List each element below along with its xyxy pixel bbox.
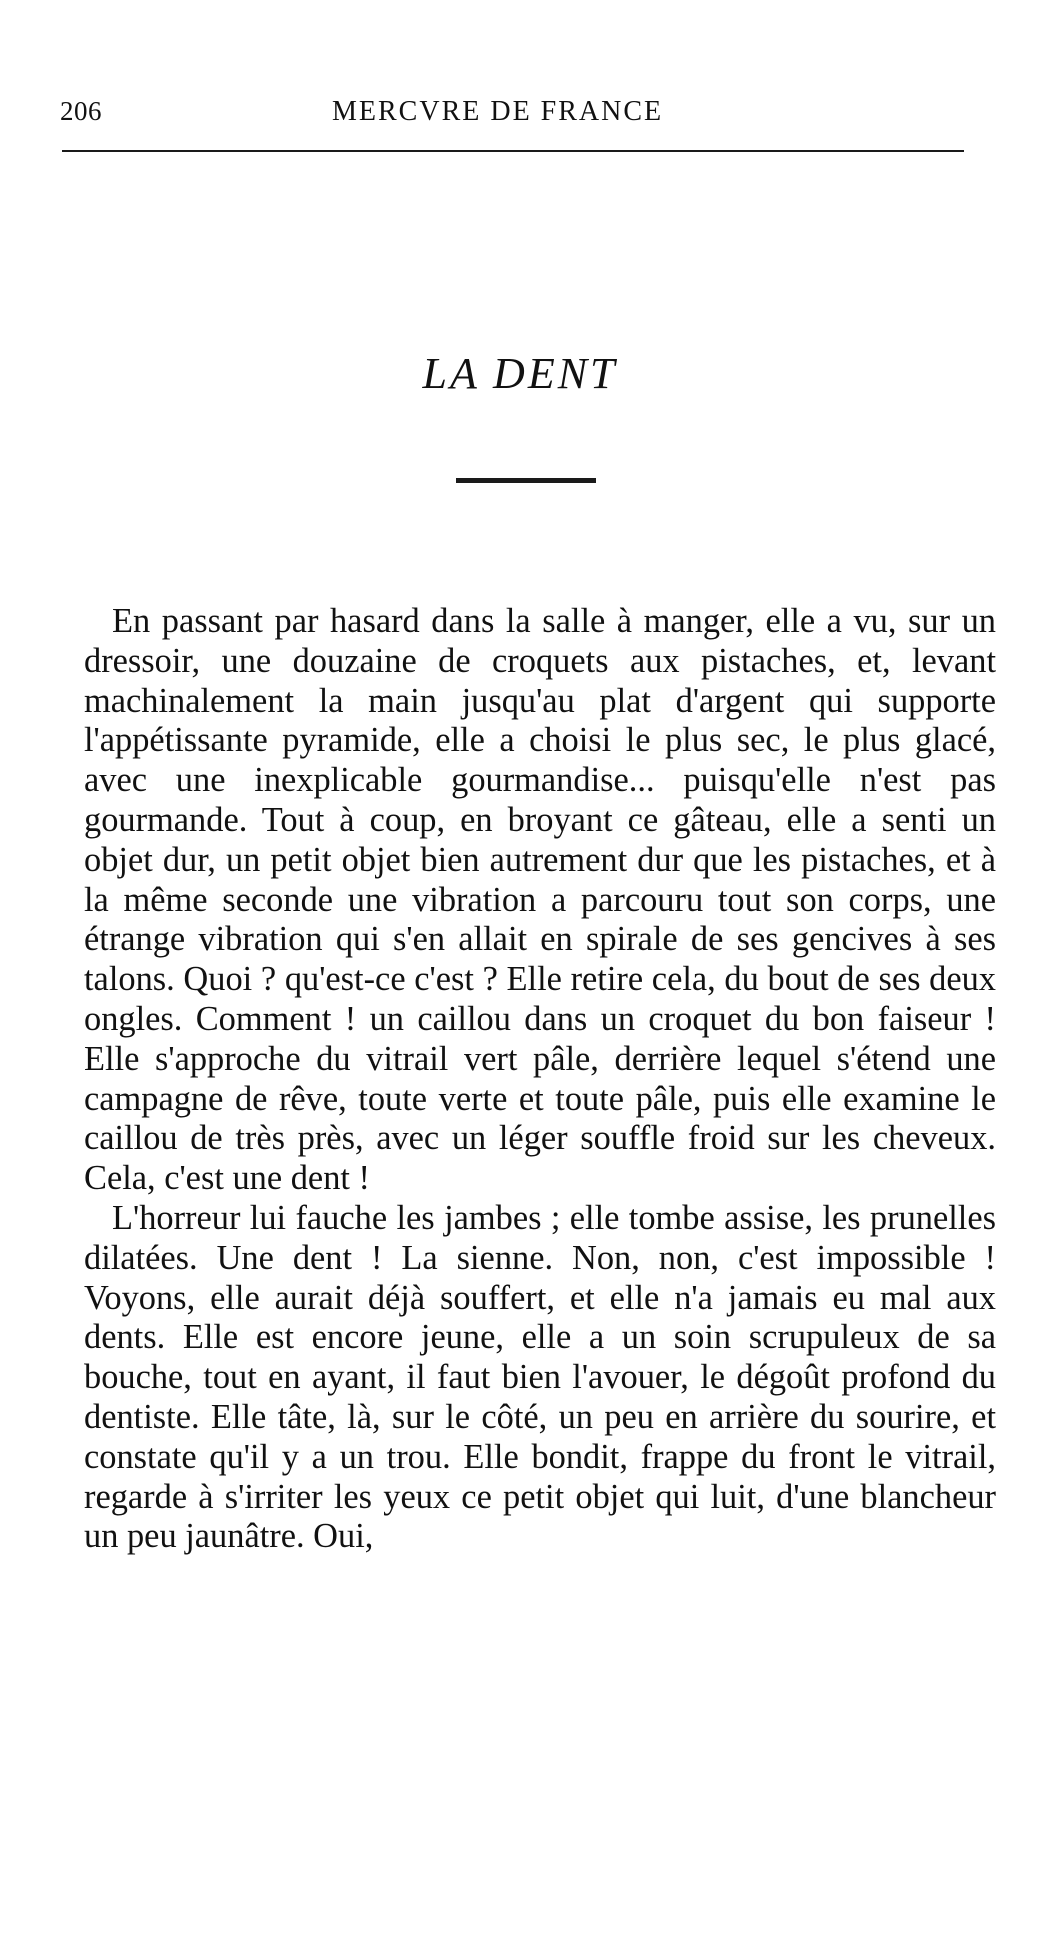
title-ornament-rule xyxy=(456,478,596,483)
article-body xyxy=(84,602,996,1557)
header-rule xyxy=(62,150,964,152)
article-title: LA DENT xyxy=(422,349,618,398)
paragraph-1: En passant par hasard dans la salle à manger, elle a vu, sur un dressoir, une douzaine de croquets aux pistaches, et, levant machinalement la main jusqu'au plat d'argent qui supporte l'appétissante pyramide, elle a choisi le plus sec, le plus glacé, avec une inexplicable gourmandise... puisqu'elle n'est pas gourmande. Tout à coup, en broyant ce gâteau, elle a senti un objet dur, un petit objet bien autrement dur que les pistaches, et à la même seconde une vibration a parcouru tout son corps, une étrange vibration qui s'en allait en spirale de ses gencives à ses talons. Quoi ? qu'est-ce c'est ? Elle retire cela, du bout de ses deux ongles. Comment ! un caillou dans un croquet du bon faiseur ! Elle s'approche du vitrail vert pâle, derrière lequel s'étend une campagne de rêve, toute verte et toute pâle, puis elle examine le caillou de très près, avec un léger souffle froid sur les cheveux. Cela, c'est une dent ! xyxy=(84,602,996,1198)
page-number: 206 xyxy=(60,96,102,126)
running-head xyxy=(60,96,965,136)
paragraph-2: L'horreur lui fauche les jambes ; elle tombe assise, les prunelles dilatées. Une dent ! La sienne. Non, non, c'est impossible ! Voyons, elle aurait déjà souffert, et elle n'a jamais eu mal aux dents. Elle est encore jeune, elle a un soin scrupuleux de sa bouche, tout en ayant, il faut bien l'avouer, le dégoût profond du dentiste. Elle tâte, là, sur le côté, un peu en arrière du sourire, et constate qu'il y a un trou. Elle bondit, frappe du front le vitrail, regarde à s'irriter les yeux ce petit objet qui luit, d'une blancheur un peu jaunâtre. Oui, xyxy=(84,1198,996,1556)
journal-title: MERCVRE DE FRANCE xyxy=(332,96,664,127)
